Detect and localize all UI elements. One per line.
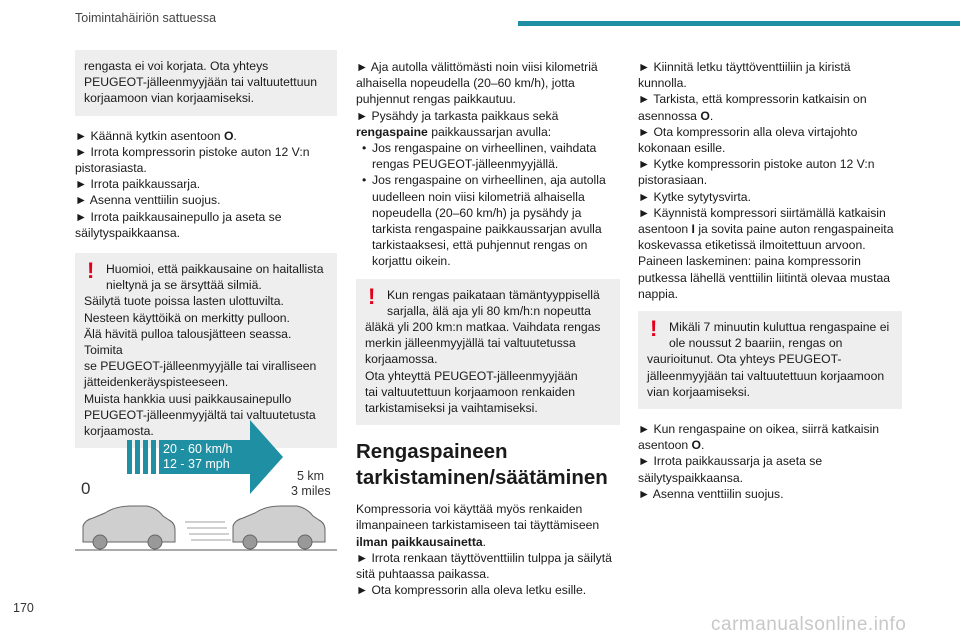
speed-kmh-label: 20 - 60 km/h — [163, 442, 233, 456]
text-line: korjaamosta. — [84, 424, 154, 439]
text-line: Paineen laskeminen: paina kompressorin — [638, 254, 861, 269]
step-line: säilytyspaikkaansa. — [638, 470, 743, 485]
warning-box — [356, 279, 620, 426]
step-line: ► Irrota renkaan täyttöventtiilin tulppa ja säilytä — [356, 550, 612, 565]
step-line: ► Asenna venttiilin suojus. — [75, 193, 221, 208]
text-line: koskevassa etiketissä ilmoitettuun arvoon. — [638, 238, 866, 253]
bullet-item: • Jos rengaspaine on virheellinen, vaihdata rengas PEUGEOT-jälleenmyyjällä. — [356, 140, 620, 172]
text-line: se PEUGEOT-jälleenmyyjälle tai viralliseen — [84, 359, 317, 374]
text-line: tai valtuutettuun korjaamoon renkaiden — [365, 384, 576, 399]
text-line: ilmanpaineen tarkistamiseen tai täyttämiseen — [356, 518, 600, 533]
speed-mph-label: 12 - 37 mph — [163, 457, 230, 471]
text-line: ilman paikkausainetta. — [356, 534, 487, 549]
column-2 — [356, 59, 620, 598]
text-line: Huomioi, että paikkausaine on haitallista — [106, 262, 324, 277]
text-line: jätteidenkeräyspisteeseen. — [84, 375, 229, 390]
text-line: Ota yhteyttä PEUGEOT-jälleenmyyjään — [365, 368, 578, 383]
header-rule — [518, 21, 960, 26]
step-line: ► Pysähdy ja tarkasta paikkaus sekä — [356, 108, 559, 123]
step-line: pistorasiasta. — [75, 161, 147, 176]
step-line: ► Kiinnitä letku täyttöventtiiliin ja kiristä — [638, 60, 851, 74]
text-line: Säilytä tuote poissa lasten ulottuvilta. — [84, 294, 284, 309]
info-box — [75, 50, 337, 116]
page-number: 170 — [13, 601, 34, 615]
step-line: asentoon I ja sovita paine auton rengaspaineita — [638, 222, 894, 237]
text-line: vaurioitunut. Ota yhteys PEUGEOT- — [647, 352, 842, 367]
distance-miles-label: 3 miles — [291, 484, 331, 498]
text-line: vian korjaamiseksi. — [647, 384, 750, 399]
distance-km-label: 5 km — [297, 469, 325, 483]
text-line: korjaamossa. — [365, 352, 438, 367]
step-line: ► Käynnistä kompressori siirtämällä katkaisin — [638, 205, 886, 220]
bullet-item: • Jos rengaspaine on virheellinen, aja autolla uudelleen noin viisi kilometriä alhaisella nopeudella (20–60 km/h) ja pysähdy ja tarkista rengaspaine paikkaussarjan avulla tarkistaaksesi, että puhjennut rengas on korjattu oikein. — [356, 172, 620, 269]
text-line: tarkistamiseksi ja vaihtamiseksi. — [365, 401, 538, 416]
car-icon — [83, 506, 175, 549]
step-line: kunnolla. — [638, 76, 687, 91]
start-label: 0 — [81, 479, 91, 498]
warning-box — [638, 311, 902, 409]
step-line: ► Aja autolla välittömästi noin viisi kilometriä — [356, 60, 598, 74]
step-line: kokonaan esille. — [638, 141, 726, 156]
step-line: ► Irrota kompressorin pistoke auton 12 V:n — [75, 144, 310, 159]
text-line: PEUGEOT-jälleenmyyjään tai valtuutettuun — [84, 75, 318, 90]
step-line: ► Ota kompressorin alla oleva virtajohto — [638, 124, 858, 139]
text-line: PEUGEOT-jälleenmyyjältä tai valtuutetusta — [84, 407, 316, 422]
section-heading: Rengaspaineen tarkistaminen/säätäminen — [356, 440, 608, 490]
step-line: ► Kytke sytytysvirta. — [638, 189, 751, 204]
text-line: korjaamoon vian korjaamiseksi. — [84, 91, 255, 106]
step-line: ► Irrota paikkaussarja. — [75, 177, 201, 192]
warning-icon: ! — [87, 258, 95, 284]
text-line: ole noussut 2 baariin, rengas on — [669, 336, 843, 351]
step-line: ► Käännä kytkin asentoon O. — [75, 128, 237, 143]
car-icon — [233, 506, 325, 549]
step-line: asentoon O. — [638, 438, 705, 453]
driving-illustration — [75, 414, 337, 554]
text-line: Kun rengas paikataan tämäntyyppisellä — [387, 287, 600, 302]
text-line: putkessa lähellä venttiilin liitintä olevaa mustaa — [638, 270, 891, 285]
text-line: jälleenmyyjään tai valtuutettuun korjaamoon — [647, 368, 885, 383]
step-line: alhaisella nopeudella (20–60 km/h), jotta — [356, 76, 575, 91]
step-line: ► Tarkista, että kompressorin katkaisin on — [638, 92, 867, 107]
text-line: rengasta ei voi korjata. Ota yhteys — [84, 59, 269, 73]
step-line: pistorasiaan. — [638, 173, 708, 188]
step-line: ► Ota kompressorin alla oleva letku esille. — [356, 583, 587, 598]
text-line: merkin jälleenmyyjällä tai valtuutetussa — [365, 336, 576, 351]
warning-icon: ! — [650, 316, 658, 342]
watermark: carmanualsonline.info — [711, 614, 907, 635]
step-line: ► Kytke kompressorin pistoke auton 12 V:n — [638, 157, 875, 172]
step-line: rengaspaine paikkaussarjan avulla: — [356, 124, 552, 139]
text-line: nieltynä ja se ärsyttää silmiä. — [106, 278, 262, 293]
text-line: nappia. — [638, 286, 678, 301]
text-line: Kompressoria voi käyttää myös renkaiden — [356, 502, 583, 517]
step-line: ► Kun rengaspaine on oikea, siirrä katkaisin — [638, 422, 880, 437]
step-line: asennossa O. — [638, 108, 714, 123]
text-line: äläkä yli 200 km:n matkaa. Vaihdata rengas — [365, 320, 601, 335]
column-1 — [75, 50, 337, 460]
text-line: Älä hävitä pulloa talousjätteen seassa. Toimita — [84, 326, 292, 358]
warning-icon: ! — [368, 283, 376, 309]
text-line: Muista hankkia uusi paikkausainepullo — [84, 391, 292, 406]
text-line: sarjalla, älä aja yli 80 km/h:n nopeutta — [387, 303, 591, 318]
step-line: ► Asenna venttiilin suojus. — [638, 486, 784, 501]
text-line: Nesteen käyttöikä on merkitty pulloon. — [84, 310, 290, 325]
motion-lines — [185, 522, 231, 540]
step-line: ► Irrota paikkausainepullo ja aseta se — [75, 209, 282, 224]
step-line: puhjennut rengas paikkautuu. — [356, 92, 516, 107]
text-line: Mikäli 7 minuutin kuluttua rengaspaine ei — [669, 320, 890, 335]
step-line: säilytyspaikkaansa. — [75, 225, 180, 240]
running-header: Toimintahäiriön sattuessa — [75, 11, 217, 25]
column-3 — [638, 59, 902, 502]
step-line: sitä puhtaassa paikassa. — [356, 567, 490, 582]
step-line: ► Irrota paikkaussarja ja aseta se — [638, 454, 823, 469]
